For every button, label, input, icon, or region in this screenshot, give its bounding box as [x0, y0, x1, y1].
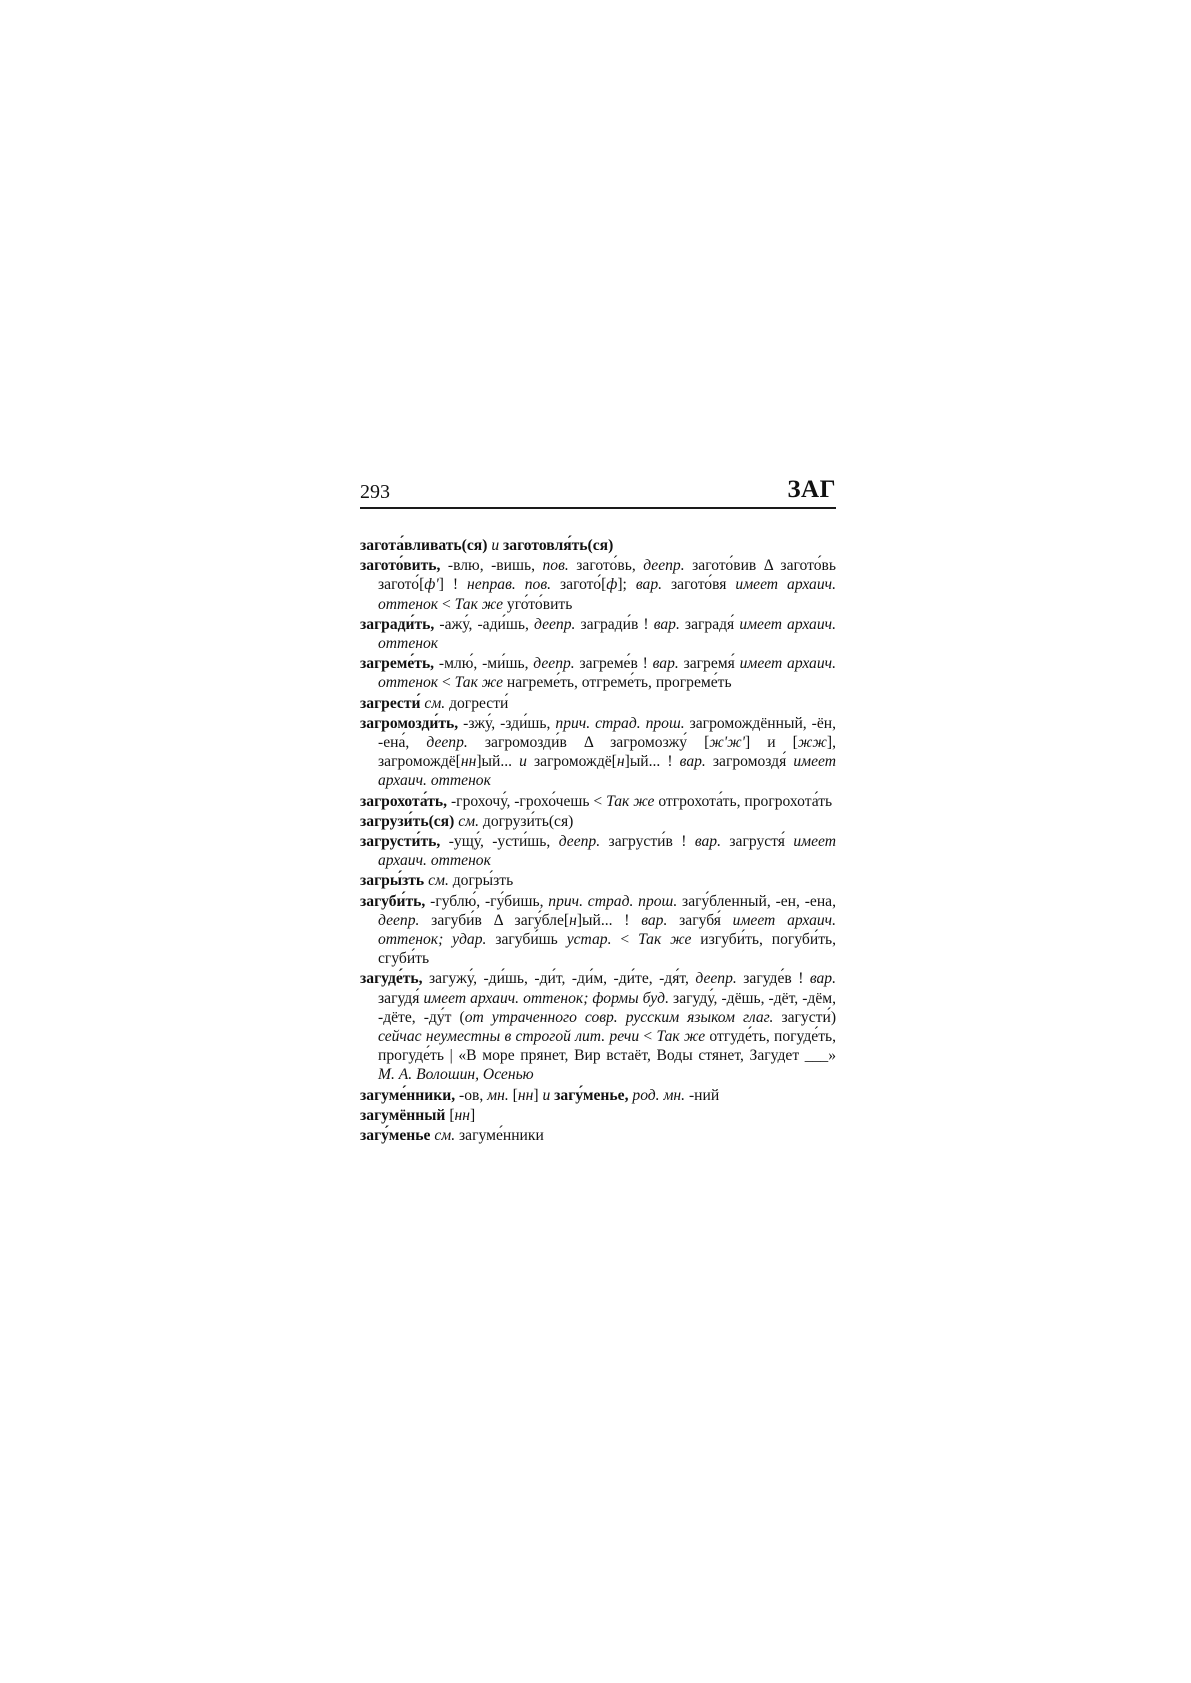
grammar-label: Так же [454, 674, 503, 692]
entry-text: загуду́, -дёшь, -дёт, -дём, -дёте, -ду́т ( [378, 989, 837, 1026]
entry-text: < [438, 595, 455, 613]
grammar-label: устар. [566, 931, 612, 949]
entry-text: заградя́ [679, 615, 740, 633]
grammar-label: Так же [656, 1028, 706, 1046]
dictionary-entry [360, 892, 836, 969]
entry-text: -ажу́, -ади́шь, [434, 615, 534, 633]
entry-text: < [611, 931, 639, 949]
entry-text: загубя́ [667, 911, 733, 929]
grammar-label: имеет архаич. оттенок [378, 753, 837, 790]
grammar-label: жж [797, 734, 827, 752]
grammar-label: нн [517, 1086, 534, 1104]
grammar-label: нн [454, 1106, 470, 1124]
entry-text: загуби́в Δ загу́бле[ [419, 911, 570, 929]
entry-list [360, 536, 836, 1145]
grammar-label: мн. [487, 1086, 509, 1104]
grammar-label: имеет архаич. оттенок; формы буд. [423, 989, 669, 1007]
grammar-label: Так же [606, 792, 655, 810]
dictionary-entry [360, 871, 836, 890]
grammar-label: деепр. [426, 734, 468, 752]
grammar-label: деепр. [558, 833, 601, 851]
entry-text: ]ый... ! [576, 911, 642, 929]
grammar-label: см. [420, 694, 446, 712]
grammar-label: Так же [638, 931, 692, 949]
headword: загуде́ть, [360, 970, 423, 988]
entry-text: загото́[ [551, 576, 607, 594]
entry-text: отгрохота́ть, прогрохота́ть [654, 792, 833, 810]
headword: загу́менье, [554, 1086, 629, 1104]
entry-text: догрузи́ть(ся) [478, 812, 574, 830]
entry-text: загреме́в ! [574, 655, 653, 673]
grammar-label: вар. [679, 753, 706, 771]
grammar-label: деепр. [695, 970, 737, 988]
headword: загромозди́ть, [360, 714, 459, 732]
entry-text: загромоздя́ [705, 753, 794, 771]
entry-text: загото́вя [662, 576, 736, 594]
dictionary-entry [360, 832, 836, 870]
entry-text: загромозди́в Δ загромозжу́ [ [467, 734, 710, 752]
grammar-label: вар. [809, 970, 836, 988]
grammar-label: имеет архаич. оттенок; удар. [378, 911, 836, 949]
entry-text: ]; [617, 576, 636, 594]
grammar-label: имеет архаич. оттенок [378, 615, 836, 653]
entry-text: изгуби́ть, погуби́ть, сгуби́ть [378, 931, 837, 968]
guide-word: ЗАГ [787, 476, 836, 503]
headword: загумённый [360, 1106, 446, 1124]
dictionary-entry [360, 1086, 836, 1105]
grammar-label: ж'ж' [709, 734, 745, 752]
grammar-label: деепр. [533, 615, 576, 633]
grammar-label: деепр. [643, 557, 685, 575]
grammar-label: ф [606, 576, 618, 594]
page-number: 293 [360, 481, 390, 503]
entry-text: догры́зть [448, 872, 514, 890]
entry-text: [ [508, 1086, 518, 1104]
grammar-label: вар. [694, 833, 721, 851]
grammar-label: Так же [454, 595, 503, 613]
entry-text: ] [470, 1106, 476, 1124]
header-rule [360, 507, 836, 509]
entry-text: загужу́, -ди́шь, -ди́т, -ди́м, -ди́те, -дя́т, [422, 970, 696, 988]
grammar-label: деепр. [533, 655, 575, 673]
headword: загото́вить, [360, 557, 441, 575]
headword: загрусти́ть, [360, 833, 441, 851]
grammar-label: от утраченного совр. русским языком глаг. [464, 1008, 774, 1026]
entry-text: -ущу́, -усти́шь, [440, 833, 559, 851]
headword: загрохота́ть, [360, 792, 448, 810]
entry-text: -ний [685, 1086, 720, 1104]
grammar-label: вар. [641, 911, 668, 929]
entry-text: ] и [ [744, 734, 798, 752]
entry-text: загромождённый, -ён, -ена́, [378, 714, 836, 752]
grammar-label: н [616, 753, 625, 771]
grammar-label: н [569, 911, 577, 929]
entry-text: загуде́в ! [736, 970, 810, 988]
entry-text: загудя́ [378, 989, 424, 1007]
grammar-label: М. А. Волошин, Осенью [378, 1066, 534, 1084]
entry-text: загрусти́в ! [600, 833, 695, 851]
dictionary-entry [360, 714, 836, 791]
grammar-label: и [519, 753, 527, 771]
headword: загуме́нники, [360, 1086, 456, 1104]
grammar-label: род. мн. [632, 1086, 686, 1104]
entry-text: < [639, 1028, 657, 1046]
grammar-label: имеет архаич. оттенок [378, 655, 836, 692]
grammar-label: сейчас неуместны в строгой лит. речи [378, 1028, 640, 1046]
grammar-label: см. [424, 872, 449, 890]
headword: заготовля́ть(ся) [503, 537, 614, 554]
entry-text: нагреме́ть, отгреме́ть, прогреме́ть [503, 674, 732, 692]
grammar-label: и [542, 1086, 551, 1104]
dictionary-entry [360, 1126, 836, 1145]
entry-text: < [438, 674, 455, 692]
entry-text: уго́то́вить [503, 595, 573, 613]
dictionary-entry [360, 792, 836, 811]
headword: загуби́ть, [360, 892, 426, 910]
entry-text: -ов, [455, 1086, 488, 1104]
entry-text: загуме́нники [455, 1127, 544, 1145]
headword: загреме́ть, [360, 655, 435, 673]
grammar-label: вар. [652, 655, 679, 673]
entry-text: загусти́) [773, 1008, 837, 1026]
entry-text: -гублю́, -гу́бишь, [425, 892, 549, 910]
grammar-label: вар. [635, 576, 663, 594]
dictionary-entry [360, 654, 836, 692]
headword: загрести́ [360, 694, 421, 712]
grammar-label: ф' [424, 576, 439, 594]
entry-text: -млю́, -ми́шь, [434, 655, 534, 673]
dictionary-page [360, 476, 837, 1146]
grammar-label: и [487, 537, 504, 554]
dictionary-entry [360, 812, 836, 831]
grammar-label: пов. [542, 557, 569, 575]
entry-text: отгуде́ть, погуде́ть, прогуде́ть | «В море прянет, Вир встаёт, Воды стянет, Загудет ___» [378, 1028, 837, 1065]
entry-text: загуби́шь [486, 931, 567, 949]
headword: загрузи́ть(ся) [360, 812, 455, 830]
entry-text: загото́вив Δ загото́вь загото́[ [378, 557, 836, 594]
grammar-label: деепр. [378, 911, 420, 929]
entry-text: загото́вь, [568, 557, 644, 575]
headword: загради́ть, [360, 615, 435, 633]
entry-text: ] ! [438, 576, 468, 594]
entry-text: ] [533, 1086, 543, 1104]
entry-text: -зжу́, -зди́шь, [458, 714, 556, 732]
entry-text: загу́бленный, -ен, -ена, [677, 892, 837, 910]
grammar-label: имеет архаич. оттенок [378, 833, 836, 870]
headword: загры́зть [360, 872, 425, 890]
dictionary-entry [360, 536, 836, 555]
dictionary-entry [360, 615, 836, 653]
entry-text: ]ый... [476, 753, 520, 771]
grammar-label: имеет архаич. оттенок [378, 576, 836, 613]
grammar-label: неправ. пов. [467, 576, 552, 594]
entry-text: загради́в ! [575, 615, 654, 633]
grammar-label: см. [430, 1127, 456, 1145]
entry-text: -грохочу́, -грохо́чешь < [447, 792, 607, 810]
entry-text: [ [445, 1106, 455, 1124]
entry-text: ]ый... ! [624, 753, 680, 771]
grammar-label: прич. страд. прош. [555, 714, 685, 732]
page-header [360, 476, 836, 512]
entry-text: загромождё[ [526, 753, 617, 771]
dictionary-entry [360, 694, 836, 713]
entry-text: загремя́ [678, 655, 740, 673]
entry-text: догрести́ [445, 694, 509, 712]
entry-text: -влю, -вишь, [440, 557, 543, 575]
grammar-label: вар. [653, 615, 680, 633]
grammar-label: нн [460, 753, 477, 771]
grammar-label: прич. страд. прош. [548, 892, 678, 910]
dictionary-entry [360, 1106, 836, 1125]
headword: загота́вливать(ся) [360, 537, 488, 554]
entry-text: загрустя́ [720, 833, 794, 851]
headword: загу́менье [360, 1127, 431, 1145]
entry-text: ], загромождё[ [378, 734, 836, 771]
dictionary-entry [360, 556, 836, 614]
dictionary-entry [360, 969, 836, 1084]
grammar-label: см. [454, 812, 479, 830]
